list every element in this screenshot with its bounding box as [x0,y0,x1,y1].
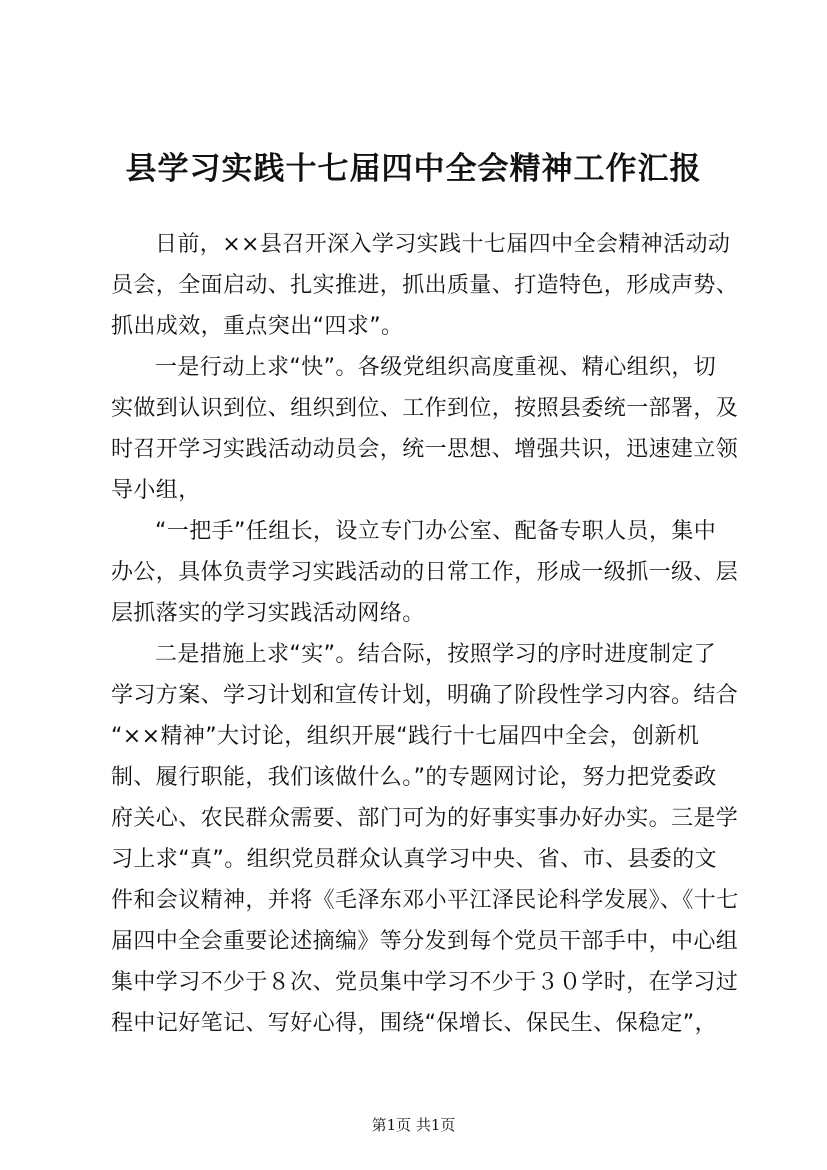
text-line: 层抓落实的学习实践活动网络。 [111,601,425,626]
text-line: 导小组， [111,478,201,503]
page-footer: 第1页 共1页 [371,1116,456,1134]
text-line: 学习方案、学习计划和宣传计划，明确了阶段性学习内容。结合 [111,683,739,708]
paragraph-1 [111,224,743,347]
text-line: 制、履行职能，我们该做什么。”的专题网讨论，努力把党委政 [111,765,717,790]
text-line: 集中学习不少于８次、党员集中学习不少于３０学时，在学习过 [111,970,739,995]
text-line: 程中记好笔记、写好心得，围绕“保增长、保民生、保稳定”， [111,1011,717,1036]
paragraph-2 [111,347,743,511]
text-line: “××精神”大讨论，组织开展“践行十七届四中全会，创新机 [111,724,700,749]
paragraph-3 [111,511,743,634]
text-line: 一是行动上求“快”。各级党组织高度重视、精心组织，切 [155,355,717,380]
text-line: 时召开学习实践活动动员会，统一思想、增强共识，迅速建立领 [111,437,739,462]
text-line: 办公，具体负责学习实践活动的日常工作，形成一级抓一级、层 [111,560,739,585]
text-line: 员会，全面启动、扎实推进，抓出质量、打造特色，形成声势、 [111,273,739,298]
text-line: “一把手”任组长，设立专门办公室、配备专职人员，集中 [155,519,717,544]
text-line: 二是措施上求“实”。结合际，按照学习的序时进度制定了 [155,642,717,667]
text-line: 实做到认识到位、组织到位、工作到位，按照县委统一部署，及 [111,396,739,421]
text-line: 届四中全会重要论述摘编》等分发到每个党员干部手中，中心组 [111,929,739,954]
paragraph-4 [111,634,743,1044]
text-line: 抓出成效，重点突出“四求”。 [111,314,404,339]
text-line: 件和会议精神，并将《毛泽东邓小平江泽民论科学发展》、《十七 [111,888,739,913]
document-body [111,224,743,1044]
text-line: 府关心、农民群众需要、部门可为的好事实事办好办实。三是学 [111,806,739,831]
text-line: 习上求“真”。组织党员群众认真学习中央、省、市、县委的文 [111,847,717,872]
document-title: 县学习实践十七届四中全会精神工作汇报 [125,151,702,187]
text-line: 日前，××县召开深入学习实践十七届四中全会精神活动动 [155,232,731,257]
